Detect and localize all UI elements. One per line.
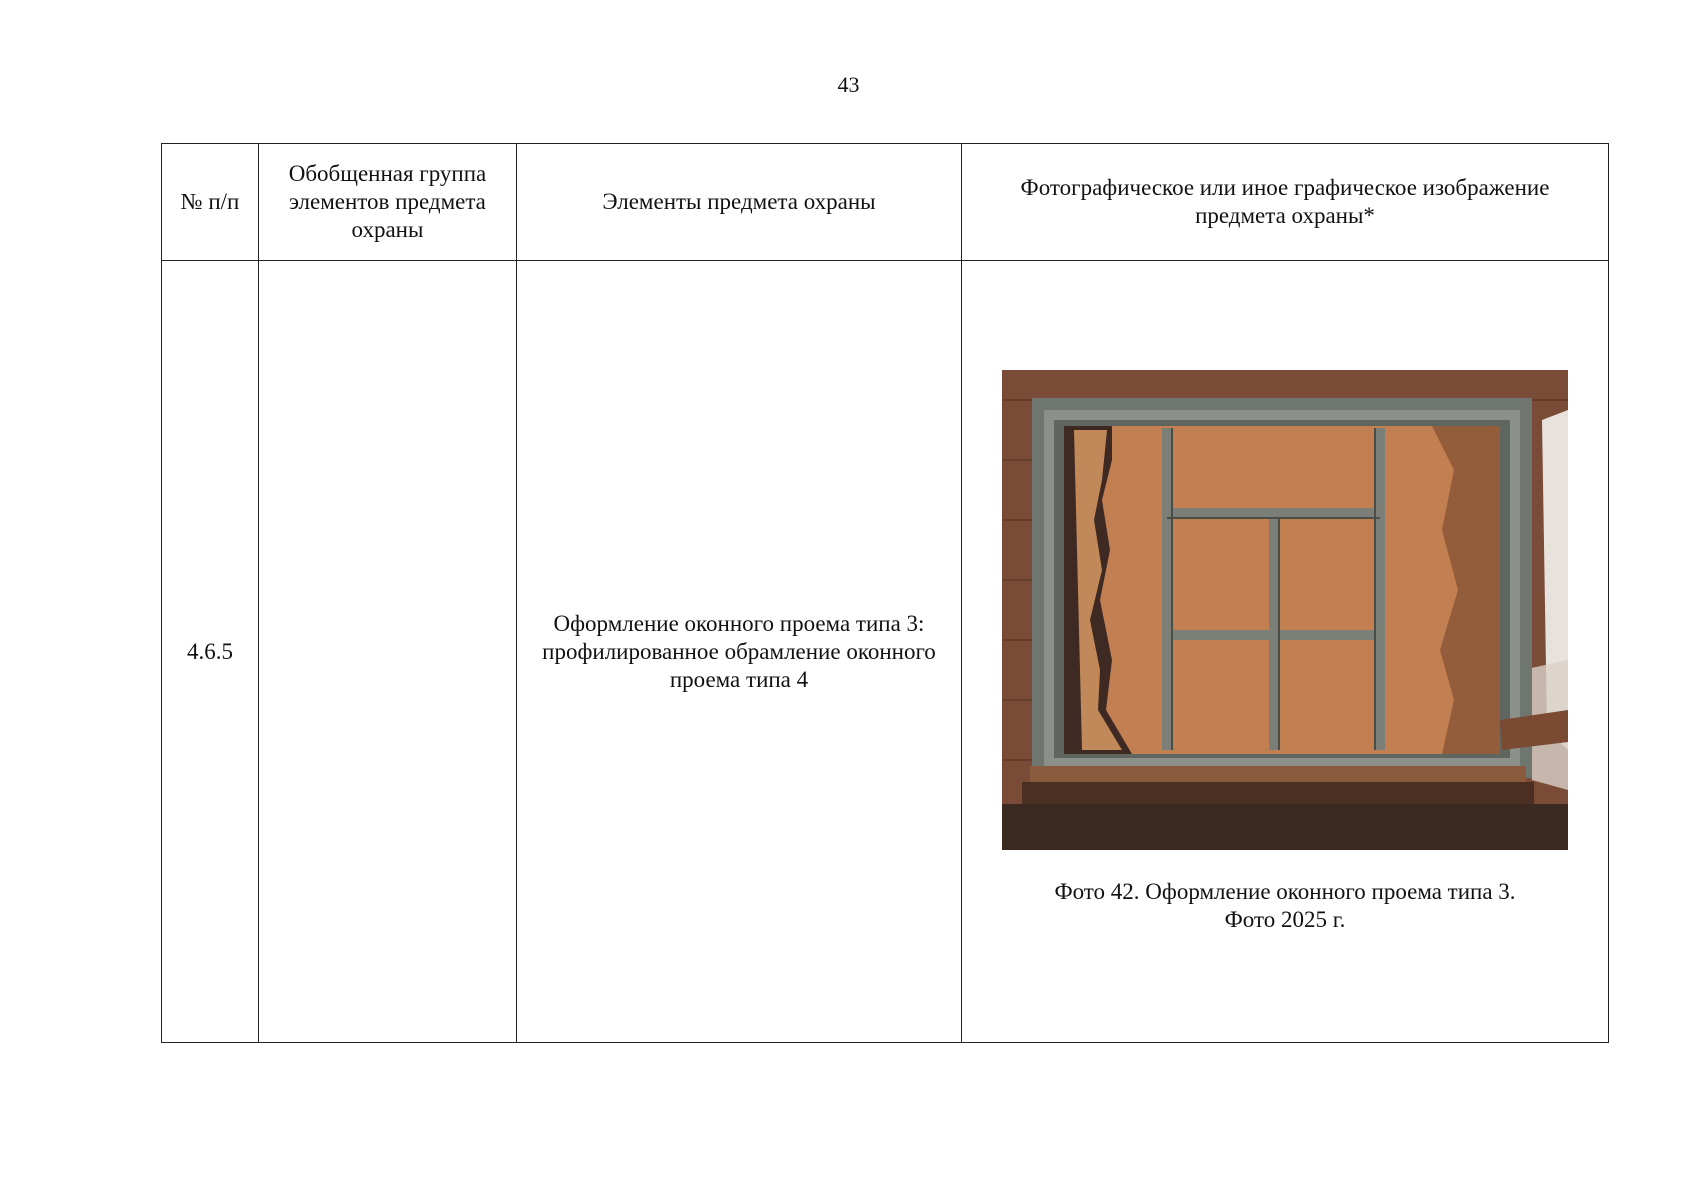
- header-group: Обобщенная группа элементов предмета охраны: [259, 144, 517, 261]
- window-photo: [1002, 370, 1568, 850]
- row-photo-cell: [962, 261, 1609, 1043]
- row-number: 4.6.5: [162, 261, 259, 1043]
- photo-caption: Фото 42. Оформление оконного проема типа 3. Фото 2025 г.: [1054, 878, 1516, 932]
- row-element: Оформление оконного проема типа 3: профилированное обрамление оконного проема типа 4: [517, 261, 962, 1043]
- protection-subject-table: [161, 143, 1609, 1043]
- table-header-row: [162, 144, 1609, 261]
- header-photo: Фотографическое или иное графическое изображение предмета охраны*: [962, 144, 1609, 261]
- header-number: № п/п: [162, 144, 259, 261]
- row-group: [259, 261, 517, 1043]
- table-row: [162, 261, 1609, 1043]
- header-elements: Элементы предмета охраны: [517, 144, 962, 261]
- page-number: 43: [837, 72, 860, 97]
